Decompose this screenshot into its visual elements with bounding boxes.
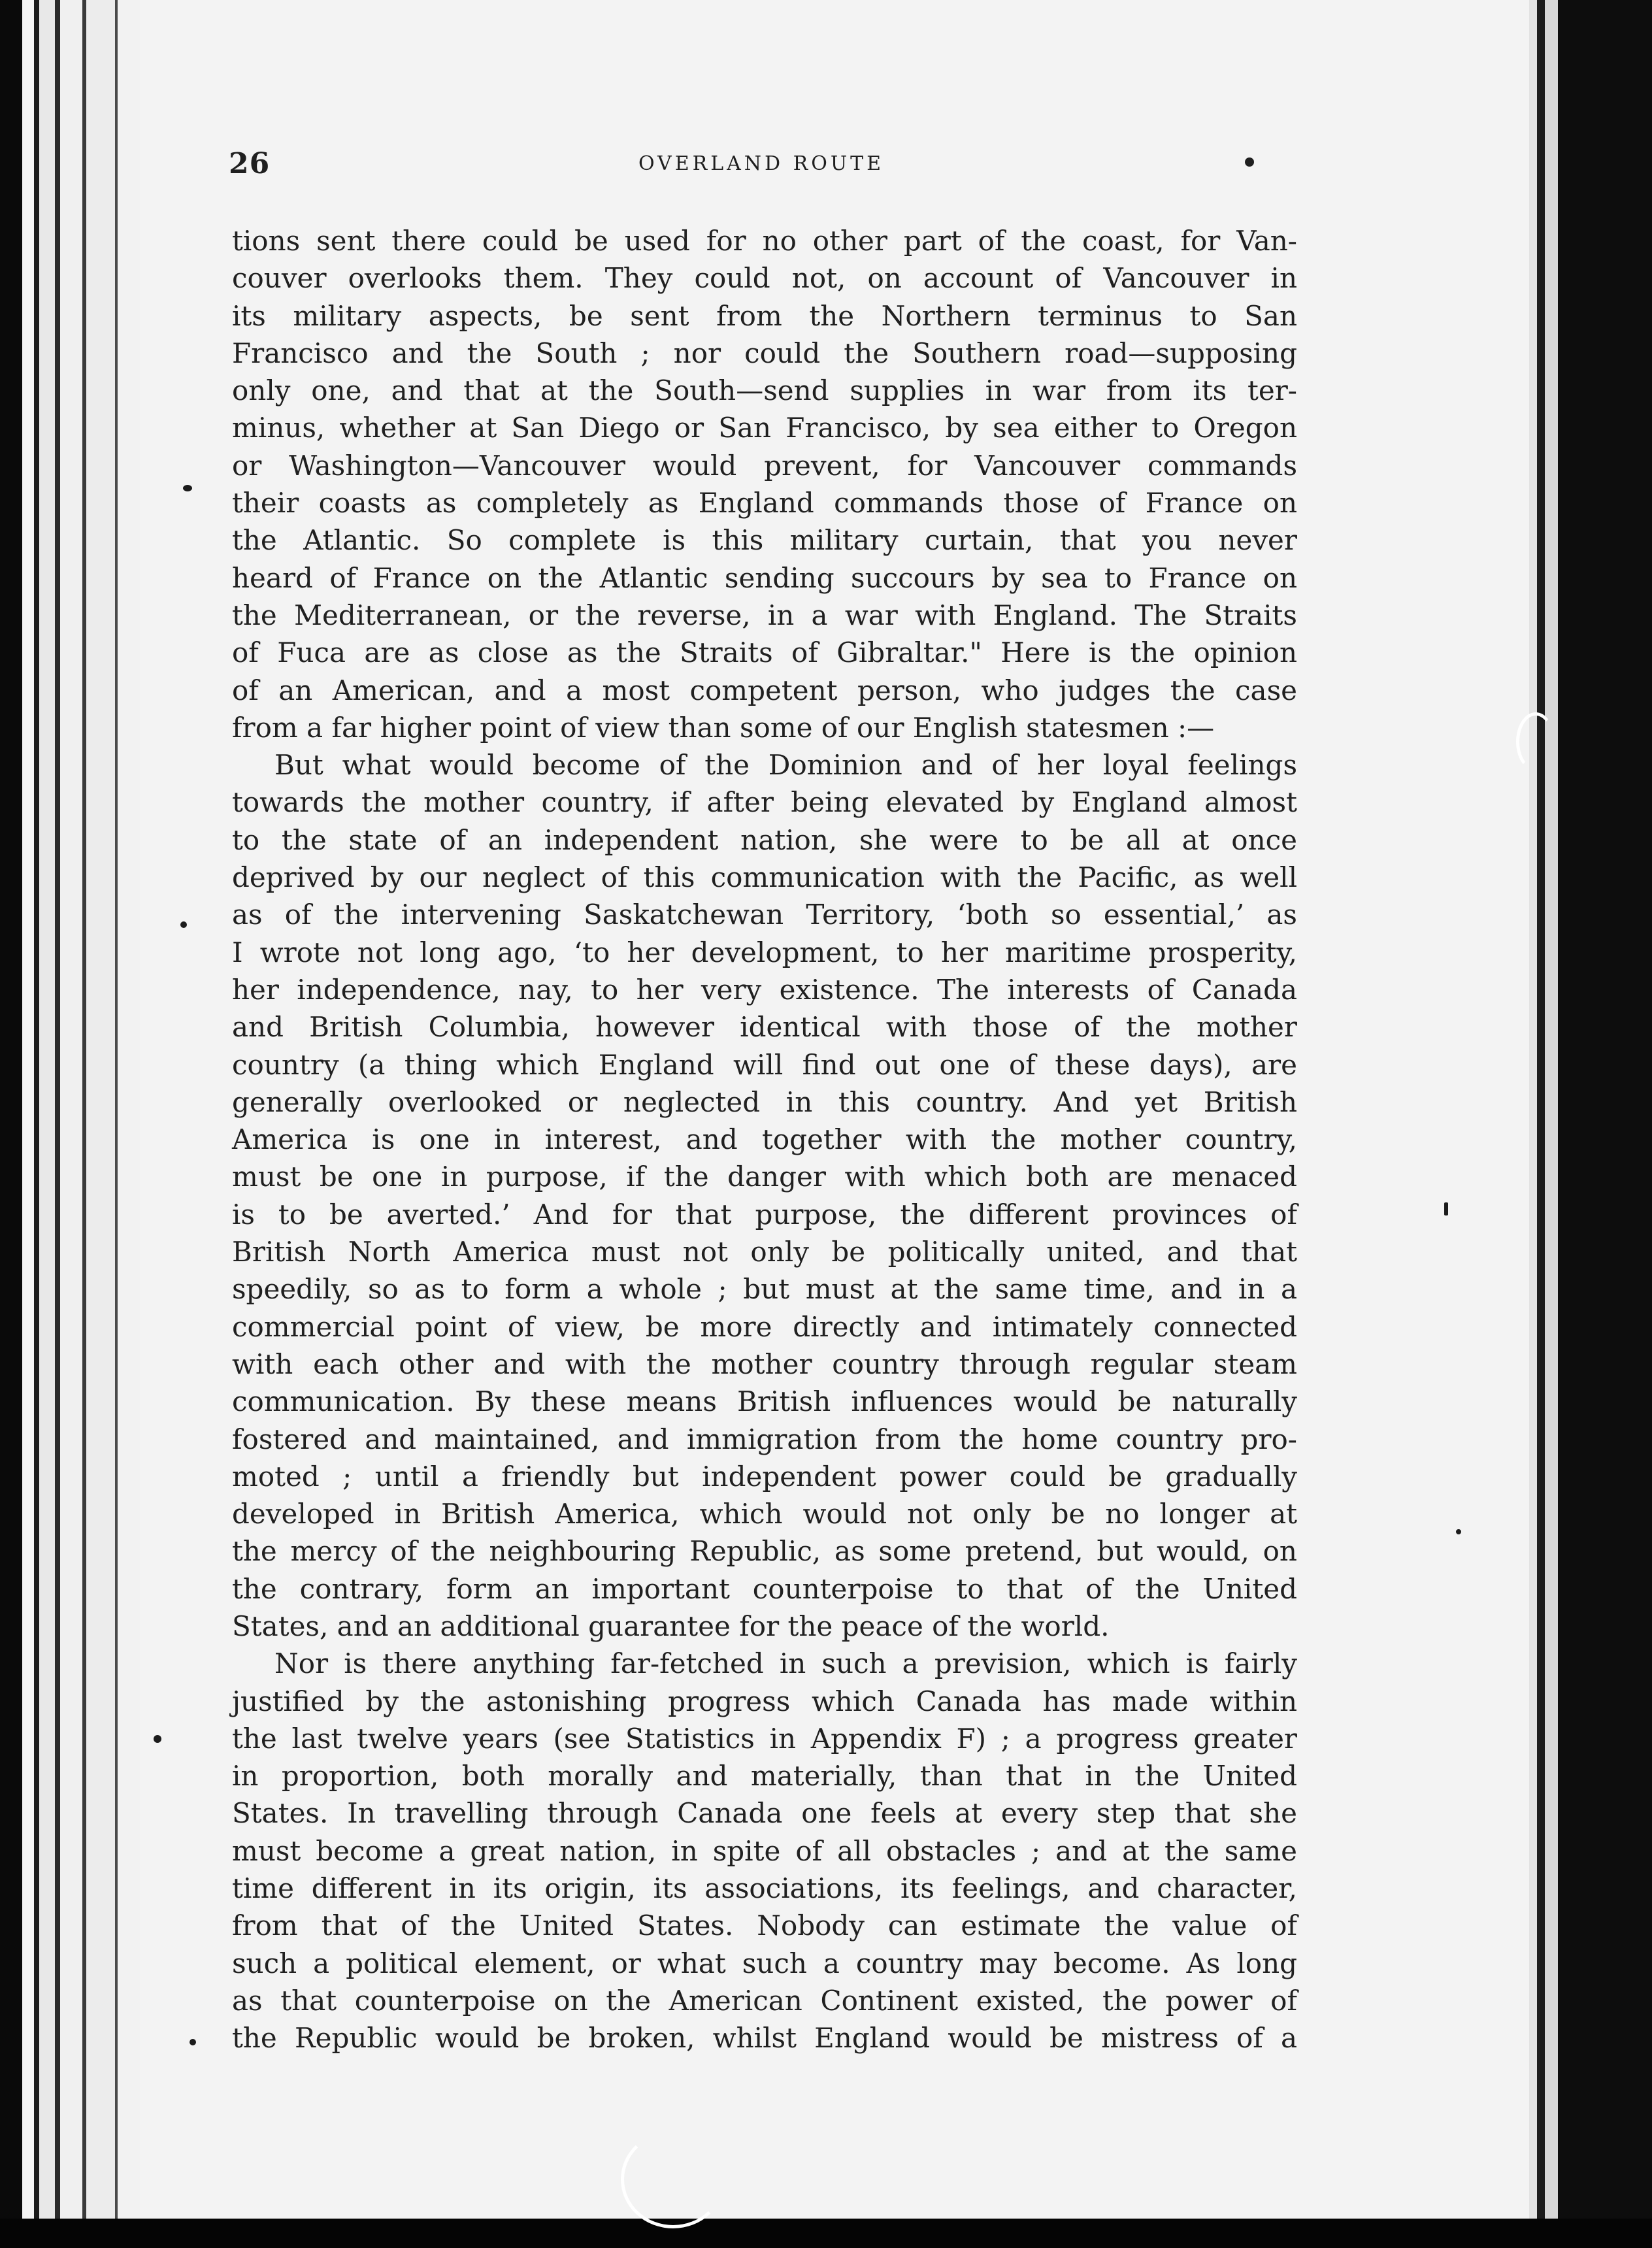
text-line: British North America must not only be politically united, and that <box>232 1236 1297 1268</box>
text-line: of an American, and a most competent person, who judges the case <box>232 674 1297 706</box>
text-line: towards the mother country, if after being elevated by England almost <box>232 786 1297 819</box>
text-line: commercial point of view, be more directly and intimately connected <box>232 1310 1297 1343</box>
running-head: OVERLAND ROUTE <box>638 152 885 175</box>
text-line: must be one in purpose, if the danger with which both are menaced <box>232 1161 1297 1193</box>
text-line: must become a great nation, in spite of all obstacles ; and at the same <box>232 1834 1297 1867</box>
text-line: Nor is there anything far-fetched in such a prevision, which is fairly <box>274 1647 1297 1680</box>
text-line: only one, and that at the South—send supplies in war from its ter- <box>232 374 1297 407</box>
text-line: tions sent there could be used for no other part of the coast, for Van- <box>232 225 1297 257</box>
text-line: its military aspects, be sent from the Northern terminus to San <box>232 299 1297 332</box>
text-line: heard of France on the Atlantic sending succours by sea to France on <box>232 561 1297 594</box>
scan-speck <box>1444 1202 1448 1215</box>
text-line: in proportion, both morally and materially, than that in the United <box>232 1760 1297 1793</box>
text-line: is to be averted.’ And for that purpose, the different provinces of <box>232 1198 1297 1231</box>
page-right-edge <box>1529 0 1652 2248</box>
page-header <box>229 147 1294 186</box>
text-line: and British Columbia, however identical with those of the mother <box>232 1011 1297 1044</box>
text-line: couver overlooks them. They could not, on account of Vancouver in <box>232 262 1297 295</box>
text-line: with each other and with the mother country through regular steam <box>232 1347 1297 1380</box>
body-text <box>232 222 1297 2057</box>
text-line: fostered and maintained, and immigration from the home country pro- <box>232 1423 1297 1455</box>
text-line: States. In travelling through Canada one feels at every step that she <box>232 1797 1297 1830</box>
text-line: Francisco and the South ; nor could the Southern road—supposing <box>232 337 1297 369</box>
text-line: from that of the United States. Nobody can estimate the value of <box>232 1909 1297 1942</box>
scan-speck <box>180 921 187 928</box>
text-line: communication. By these means British influences would be naturally <box>232 1385 1297 1418</box>
text-line: her independence, nay, to her very existence. The interests of Canada <box>232 973 1297 1006</box>
text-line: time different in its origin, its associations, its feelings, and character, <box>232 1872 1297 1905</box>
page-bottom-edge <box>0 2219 1652 2248</box>
text-line: country (a thing which England will find out one of these days), are <box>232 1048 1297 1081</box>
text-line: from a far higher point of view than some of our English statesmen :— <box>232 711 1215 744</box>
text-line: the contrary, form an important counterpoise to that of the United <box>232 1572 1297 1605</box>
text-line: deprived by our neglect of this communication with the Pacific, as well <box>232 861 1297 894</box>
text-line: such a political element, or what such a country may become. As long <box>232 1947 1297 1979</box>
text-line: States, and an additional guarantee for the peace of the world. <box>232 1610 1110 1642</box>
text-line: But what would become of the Dominion and of her loyal feelings <box>274 749 1297 782</box>
text-line: as that counterpoise on the American Continent existed, the power of <box>232 1984 1297 2017</box>
scan-artifact-stroke <box>1516 712 1555 771</box>
text-line: minus, whether at San Diego or San Francisco, by sea either to Oregon <box>232 412 1297 444</box>
text-line: the last twelve years (see Statistics in Appendix F) ; a progress greater <box>232 1722 1297 1755</box>
text-line: the Republic would be broken, whilst England would be mistress of a <box>232 2022 1297 2055</box>
text-line: moted ; until a friendly but independent power could be gradually <box>232 1460 1297 1493</box>
text-line: speedily, so as to form a whole ; but must at the same time, and in a <box>232 1273 1297 1306</box>
text-line: or Washington—Vancouver would prevent, for Vancouver commands <box>232 449 1297 482</box>
text-line: the Mediterranean, or the reverse, in a war with England. The Straits <box>232 599 1297 631</box>
text-line: as of the intervening Saskatchewan Territory, ‘both so essential,’ as <box>232 899 1297 931</box>
book-binding-edge <box>0 0 140 2248</box>
scan-artifact-stroke <box>621 2130 725 2228</box>
header-bullet-icon <box>1245 157 1254 167</box>
text-line: developed in British America, which would not only be no longer at <box>232 1498 1297 1530</box>
page-number: 26 <box>229 147 271 180</box>
text-line: justified by the astonishing progress which Canada has made within <box>232 1685 1297 1717</box>
text-line: of Fuca are as close as the Straits of Gibraltar." Here is the opinion <box>232 636 1297 669</box>
text-line: the Atlantic. So complete is this military curtain, that you never <box>232 524 1297 557</box>
scan-speck <box>1456 1529 1461 1534</box>
scan-speck <box>190 2039 196 2045</box>
scan-speck <box>154 1735 161 1743</box>
text-line: the mercy of the neighbouring Republic, as some pretend, but would, on <box>232 1535 1297 1568</box>
scan-speck <box>183 485 192 491</box>
text-line: their coasts as completely as England commands those of France on <box>232 487 1297 520</box>
text-line: generally overlooked or neglected in this country. And yet British <box>232 1085 1297 1118</box>
text-line: to the state of an independent nation, she were to be all at once <box>232 823 1297 856</box>
text-line: America is one in interest, and together with the mother country, <box>232 1123 1297 1156</box>
text-line: I wrote not long ago, ‘to her development, to her maritime prosperity, <box>232 936 1297 968</box>
